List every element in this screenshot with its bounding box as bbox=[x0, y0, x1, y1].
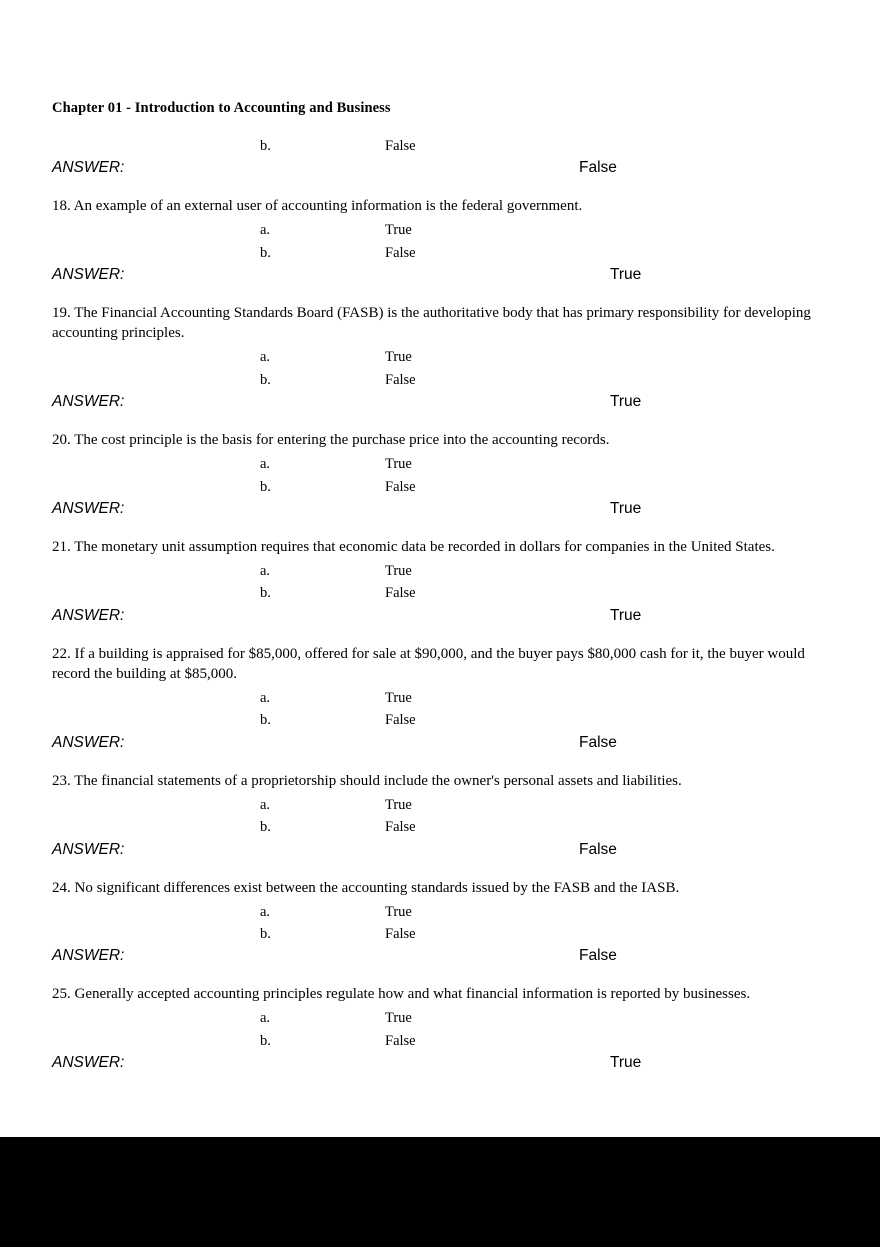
answer-row: ANSWER: True bbox=[52, 266, 642, 284]
question-text: 23. The financial statements of a proprietorship should include the owner's personal assets and liabilities. bbox=[52, 772, 682, 789]
answer-value: True bbox=[610, 606, 642, 624]
choice-letter: b. bbox=[260, 244, 271, 261]
choice-letter: b. bbox=[260, 712, 271, 729]
choice-letter: a. bbox=[260, 562, 271, 579]
choice-row bbox=[52, 219, 842, 241]
choice-text: False bbox=[385, 712, 416, 729]
page-footer-bar bbox=[0, 1137, 880, 1247]
choice-row bbox=[52, 709, 842, 731]
answer-value: False bbox=[579, 840, 617, 858]
question-text: 25. Generally accepted accounting principles regulate how and what financial information is reported by businesses. bbox=[52, 986, 751, 1003]
choice-row bbox=[52, 453, 842, 475]
choice-row bbox=[52, 476, 842, 498]
question-text: 20. The cost principle is the basis for entering the purchase price into the accounting records. bbox=[52, 432, 610, 449]
answer-row: ANSWER: True bbox=[52, 393, 642, 411]
choice-row bbox=[52, 369, 842, 391]
choice-letter: a. bbox=[260, 796, 271, 813]
choice-text: True bbox=[385, 689, 412, 706]
choice-text: True bbox=[385, 349, 412, 366]
answer-row: ANSWER: False bbox=[52, 840, 617, 858]
choice-row bbox=[52, 816, 842, 838]
choice-letter: b. bbox=[260, 138, 271, 154]
continued-question-block bbox=[52, 135, 842, 177]
choice-letter: b. bbox=[260, 819, 271, 836]
choice-letter: a. bbox=[260, 1010, 271, 1027]
choice-row bbox=[52, 687, 842, 709]
answer-value: False bbox=[579, 947, 617, 965]
choice-text: False bbox=[385, 926, 416, 942]
question-text: 22. If a building is appraised for $85,000, offered for sale at $90,000, and the buyer pays $80,000 cash for it, the buyer would record the building at $85,000. bbox=[52, 645, 805, 682]
answer-row: ANSWER: False bbox=[52, 159, 617, 177]
answer-value: True bbox=[610, 500, 642, 518]
answer-row: ANSWER: True bbox=[52, 1054, 642, 1072]
choice-letter: a. bbox=[260, 349, 271, 366]
document-content bbox=[52, 100, 842, 1072]
choice-text: False bbox=[385, 371, 416, 388]
choice-row bbox=[52, 560, 842, 582]
choice-letter: b. bbox=[260, 371, 271, 388]
choice-letter: b. bbox=[260, 478, 271, 495]
choice-row bbox=[52, 135, 842, 157]
answer-value: True bbox=[610, 393, 642, 411]
choice-text: True bbox=[385, 562, 412, 579]
choice-row bbox=[52, 794, 842, 816]
choice-row bbox=[52, 901, 842, 923]
question-text: 19. The Financial Accounting Standards Board (FASB) is the authoritative body that has primary responsibility for developing accounting principles. bbox=[52, 305, 811, 342]
question-text: 18. An example of an external user of accounting information is the federal government. bbox=[52, 198, 583, 215]
answer-row: ANSWER: False bbox=[52, 733, 617, 751]
choice-text: False bbox=[385, 138, 416, 154]
choice-text: True bbox=[385, 903, 412, 920]
choice-text: True bbox=[385, 1010, 412, 1027]
choice-text: False bbox=[385, 585, 416, 602]
choice-text: True bbox=[385, 456, 412, 473]
choice-text: False bbox=[385, 244, 416, 261]
question-text: 21. The monetary unit assumption requires that economic data be recorded in dollars for companies in the United States. bbox=[52, 539, 775, 556]
choice-row bbox=[52, 1007, 842, 1029]
choice-letter: b. bbox=[260, 585, 271, 602]
choice-letter: b. bbox=[260, 1032, 271, 1049]
choice-text: True bbox=[385, 222, 412, 239]
choice-letter: a. bbox=[260, 222, 271, 239]
answer-row: ANSWER: True bbox=[52, 500, 642, 518]
chapter-header: Chapter 01 - Introduction to Accounting and Business bbox=[52, 100, 391, 116]
question-text: 24. No significant differences exist between the accounting standards issued by the FASB and the IASB. bbox=[52, 879, 680, 896]
answer-row: ANSWER: False bbox=[52, 947, 617, 965]
choice-text: True bbox=[385, 796, 412, 813]
choice-letter: b. bbox=[260, 926, 271, 942]
answer-value: True bbox=[610, 1054, 642, 1072]
choice-text: False bbox=[385, 478, 416, 495]
answer-value: False bbox=[579, 733, 617, 751]
choice-letter: a. bbox=[260, 903, 271, 920]
choice-row bbox=[52, 1030, 842, 1052]
choice-row bbox=[52, 242, 842, 264]
answer-value: False bbox=[579, 159, 617, 177]
choice-text: False bbox=[385, 819, 416, 836]
answer-row: ANSWER: True bbox=[52, 606, 642, 624]
choice-row bbox=[52, 923, 842, 945]
choice-letter: a. bbox=[260, 456, 271, 473]
choice-letter: a. bbox=[260, 689, 271, 706]
choice-text: False bbox=[385, 1032, 416, 1049]
choice-row bbox=[52, 582, 842, 604]
answer-value: True bbox=[610, 266, 642, 284]
choice-row bbox=[52, 346, 842, 368]
